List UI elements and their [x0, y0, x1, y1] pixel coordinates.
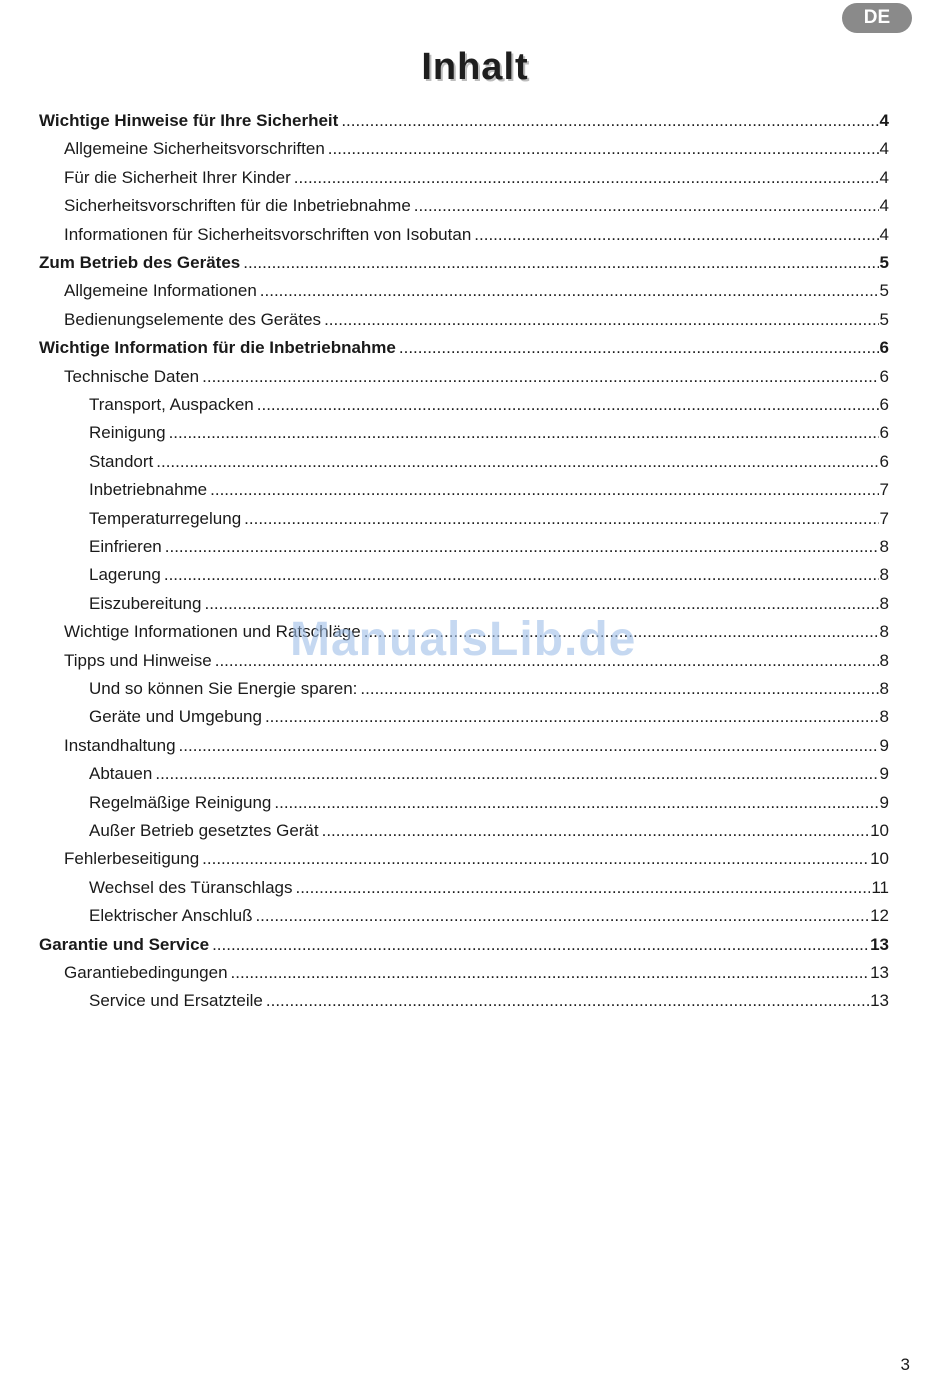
toc-entry-page: 9 [879, 793, 889, 812]
toc-entry-title: Fehlerbeseitigung [64, 849, 200, 868]
toc-entry-title: Für die Sicherheit Ihrer Kinder [64, 168, 291, 187]
toc-entry-title: Lagerung [89, 565, 161, 584]
toc-entry-page: 6 [879, 452, 889, 471]
toc-entry[interactable] [64, 136, 889, 162]
toc-entry-page: 7 [879, 480, 889, 499]
toc-entry[interactable] [89, 449, 889, 475]
toc-entry-page: 13 [870, 991, 889, 1010]
toc-entry[interactable] [64, 165, 889, 191]
toc-entry[interactable] [64, 222, 889, 248]
dot-leader [265, 704, 879, 730]
toc-entry-title: Allgemeine Informationen [64, 281, 257, 300]
toc-entry-title: Abtauen [89, 764, 153, 783]
toc-entry-page: 8 [879, 679, 889, 698]
toc-entry-page: 4 [879, 196, 889, 215]
toc-entry-title: Transport, Auspacken [89, 395, 254, 414]
toc-entry[interactable] [89, 477, 889, 503]
dot-leader [155, 761, 878, 787]
toc-entry[interactable] [64, 733, 889, 759]
toc-entry[interactable] [39, 932, 889, 958]
toc-entry-page: 13 [870, 935, 889, 954]
toc-entry[interactable] [89, 903, 889, 929]
dot-leader [295, 875, 870, 901]
toc-entry-page: 9 [879, 736, 889, 755]
toc-entry-title: Instandhaltung [64, 736, 176, 755]
toc-entry[interactable] [89, 562, 889, 588]
toc-entry[interactable] [39, 335, 889, 361]
toc-entry-page: 10 [870, 849, 889, 868]
toc-entry[interactable] [89, 676, 889, 702]
toc-entry-title: Außer Betrieb gesetztes Gerät [89, 821, 319, 840]
dot-leader [294, 165, 879, 191]
toc-entry-title: Reinigung [89, 423, 166, 442]
dot-leader [255, 903, 869, 929]
toc-entry-title: Geräte und Umgebung [89, 707, 262, 726]
toc-entry-page: 8 [879, 565, 889, 584]
toc-entry-title: Standort [89, 452, 154, 471]
dot-leader [202, 846, 869, 872]
dot-leader [231, 960, 870, 986]
toc-entry-title: Tipps und Hinweise [64, 651, 212, 670]
toc-entry-title: Temperaturregelung [89, 509, 242, 528]
toc-entry[interactable] [89, 392, 889, 418]
toc-entry-title: Informationen für Sicherheitsvorschriften von Isobutan [64, 225, 472, 244]
dot-leader [341, 108, 878, 134]
toc-entry[interactable] [64, 307, 889, 333]
dot-leader [274, 790, 878, 816]
toc-entry-title: Garantie und Service [39, 935, 210, 954]
dot-leader [244, 506, 878, 532]
toc-entry[interactable] [39, 250, 889, 276]
dot-leader [179, 733, 879, 759]
dot-leader [414, 193, 879, 219]
toc-entry-page: 8 [879, 622, 889, 641]
toc-entry-title: Inbetriebnahme [89, 480, 208, 499]
page-number: 3 [900, 1355, 910, 1374]
page-title: Inhalt [421, 46, 529, 88]
dot-leader [328, 136, 879, 162]
toc-entry[interactable] [64, 846, 889, 872]
toc-entry-title: Garantiebedingungen [64, 963, 228, 982]
toc-entry-page: 4 [879, 139, 889, 158]
dot-leader [165, 534, 879, 560]
toc-entry-title: Wichtige Hinweise für Ihre Sicherheit [39, 111, 339, 130]
toc-entry-title: Sicherheitsvorschriften für die Inbetriebnahme [64, 196, 411, 215]
toc-entry-title: Allgemeine Sicherheitsvorschriften [64, 139, 325, 158]
toc-entry[interactable] [64, 278, 889, 304]
watermark-text: ManualsLib.de [290, 613, 637, 666]
dot-leader [360, 676, 878, 702]
toc-entry-page: 13 [870, 963, 889, 982]
toc-entry[interactable] [89, 506, 889, 532]
toc-entry[interactable] [39, 108, 889, 134]
toc-entry[interactable] [64, 960, 889, 986]
dot-leader [169, 420, 879, 446]
toc-entry-title: Wichtige Informationen und Ratschläge [64, 622, 361, 641]
toc-entry-page: 8 [879, 594, 889, 613]
toc-entry-title: Eiszubereitung [89, 594, 202, 613]
toc-entry-title: Wechsel des Türanschlags [89, 878, 293, 897]
toc-entry[interactable] [89, 988, 889, 1014]
toc-entry-page: 8 [879, 651, 889, 670]
toc-entry-title: Technische Daten [64, 367, 200, 386]
toc-entry-page: 4 [879, 111, 889, 130]
toc-entry-page: 8 [879, 707, 889, 726]
toc-entry[interactable] [64, 364, 889, 390]
toc-entry-title: Einfrieren [89, 537, 162, 556]
toc-entry-page: 4 [879, 225, 889, 244]
toc-entry-title: Bedienungselemente des Gerätes [64, 310, 322, 329]
dot-leader [202, 364, 878, 390]
dot-leader [243, 250, 878, 276]
toc-entry-title: Und so können Sie Energie sparen: [89, 679, 358, 698]
toc-entry-page: 5 [879, 281, 889, 300]
toc-entry-title: Wichtige Information für die Inbetriebnahme [39, 338, 396, 357]
dot-leader [266, 988, 869, 1014]
toc-entry-title: Service und Ersatzteile [89, 991, 263, 1010]
dot-leader [257, 392, 879, 418]
toc-entry-page: 9 [879, 764, 889, 783]
dot-leader [322, 818, 869, 844]
toc-entry[interactable] [89, 790, 889, 816]
toc-entry-title: Elektrischer Anschluß [89, 906, 253, 925]
dot-leader [260, 278, 879, 304]
dot-leader [399, 335, 879, 361]
dot-leader [156, 449, 878, 475]
dot-leader [324, 307, 878, 333]
toc-entry-page: 12 [870, 906, 889, 925]
toc-entry-title: Regelmäßige Reinigung [89, 793, 272, 812]
dot-leader [164, 562, 879, 588]
toc-entry[interactable] [89, 818, 889, 844]
toc-entry-page: 6 [879, 367, 889, 386]
toc-entry[interactable] [89, 875, 889, 901]
toc-entry-page: 4 [879, 168, 889, 187]
toc-entry-page: 8 [879, 537, 889, 556]
toc-entry[interactable] [89, 761, 889, 787]
toc-entry[interactable] [89, 420, 889, 446]
toc-entry-title: Zum Betrieb des Gerätes [39, 253, 241, 272]
toc-entry-page: 5 [879, 253, 889, 272]
dot-leader [212, 932, 869, 958]
toc-entry-page: 5 [879, 310, 889, 329]
toc-entry[interactable] [89, 704, 889, 730]
toc-entry-page: 10 [870, 821, 889, 840]
dot-leader [474, 222, 878, 248]
toc-entry-page: 6 [879, 395, 889, 414]
toc-entry-page: 6 [879, 423, 889, 442]
language-badge: DE [842, 3, 912, 33]
toc-entry-page: 6 [879, 338, 889, 357]
toc-entry-page: 11 [871, 878, 889, 897]
dot-leader [210, 477, 878, 503]
toc-entry-page: 7 [879, 509, 889, 528]
toc-entry[interactable] [64, 193, 889, 219]
toc-entry[interactable] [89, 534, 889, 560]
